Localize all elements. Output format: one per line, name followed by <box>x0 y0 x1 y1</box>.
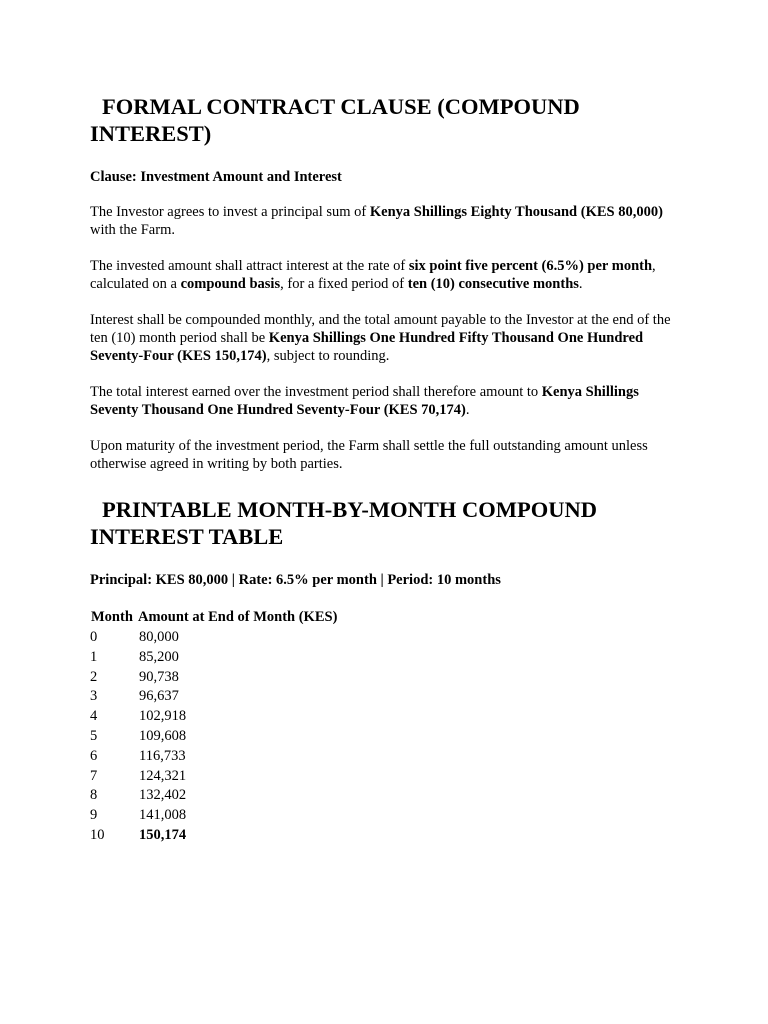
month-cell: 6 <box>90 747 98 764</box>
month-cell: 1 <box>90 648 98 665</box>
amount-cell: 80,000 <box>139 629 179 645</box>
amount-cell: 132,402 <box>139 787 187 804</box>
interest-rate-text-2: , calculated on a <box>90 258 656 292</box>
total-interest-amount: Kenya Shillings Seventy Thousand One Hundred Seventy-Four (KES 70,174) <box>90 384 639 418</box>
table-header-row <box>90 608 337 628</box>
interest-rate-paragraph <box>90 257 680 293</box>
final-amount-cell: 150,174 <box>139 826 187 843</box>
clause-title: Clause: Investment Amount and Interest <box>90 169 342 185</box>
table-row <box>90 648 337 668</box>
month-cell: 2 <box>90 668 98 685</box>
month-cell: 7 <box>90 767 98 784</box>
interest-rate-text-3: , for a fixed period of <box>280 276 408 292</box>
total-interest-text-end: . <box>465 402 470 418</box>
month-cell: 4 <box>90 708 98 725</box>
table-row <box>90 727 337 747</box>
total-payable-amount: Kenya Shillings One Hundred Fifty Thousand One Hundred Seventy-Four (KES 150,174) <box>90 330 644 364</box>
amount-column-header: Amount at End of Month (KES) <box>138 609 338 625</box>
amount-cell: 141,008 <box>139 807 187 824</box>
month-cell: 5 <box>90 727 98 744</box>
total-payable-text: Interest shall be compounded monthly, and the total amount payable to the Investor at the end of the ten (10) month period shall be <box>90 312 671 346</box>
month-cell: 9 <box>90 807 98 824</box>
table-row <box>90 806 337 826</box>
amount-cell: 85,200 <box>139 648 179 665</box>
total-interest-paragraph <box>90 383 680 419</box>
amount-cell: 109,608 <box>139 727 187 744</box>
table-row <box>90 687 337 707</box>
table-row <box>90 767 337 787</box>
amount-cell: 116,733 <box>139 747 186 764</box>
table-row <box>90 668 337 688</box>
amount-cell: 102,918 <box>139 708 187 725</box>
table-row <box>90 628 337 648</box>
interest-rate-text-end: . <box>578 276 583 292</box>
table-summary: Principal: KES 80,000 | Rate: 6.5% per month | Period: 10 months <box>90 572 501 588</box>
table-row-final <box>90 826 337 846</box>
month-cell: 3 <box>90 688 98 705</box>
compound-interest-table <box>90 608 337 846</box>
amount-cell: 96,637 <box>139 688 179 705</box>
interest-table-heading: PRINTABLE MONTH-BY-MONTH COMPOUND INTEREST TABLE <box>90 497 597 549</box>
investment-text: The Investor agrees to invest a principal sum of <box>90 204 370 220</box>
compound-basis: compound basis <box>180 276 281 292</box>
table-row <box>90 707 337 727</box>
table-row <box>90 786 337 806</box>
month-cell: 0 <box>90 629 98 645</box>
maturity-paragraph: Upon maturity of the investment period, the Farm shall settle the full outstanding amount unless otherwise agreed in writing by both parties. <box>90 438 648 472</box>
interest-rate-text: The invested amount shall attract interest at the rate of <box>90 258 409 274</box>
document-body <box>90 93 680 846</box>
month-cell: 8 <box>90 787 98 804</box>
amount-cell: 124,321 <box>139 767 187 784</box>
investment-period: ten (10) consecutive months <box>407 276 579 292</box>
investment-text-end: with the Farm. <box>90 222 175 238</box>
total-payable-text-end: , subject to rounding. <box>266 348 390 364</box>
month-cell: 10 <box>90 826 105 843</box>
contract-clause-heading: FORMAL CONTRACT CLAUSE (COMPOUND INTEREST) <box>90 94 580 146</box>
total-interest-text: The total interest earned over the investment period shall therefore amount to <box>90 384 542 400</box>
month-column-header: Month <box>91 609 133 625</box>
total-payable-paragraph <box>90 311 680 365</box>
investment-paragraph <box>90 203 680 239</box>
amount-cell: 90,738 <box>139 668 179 685</box>
principal-amount: Kenya Shillings Eighty Thousand (KES 80,000) <box>369 204 663 220</box>
interest-rate: six point five percent (6.5%) per month <box>408 258 653 274</box>
table-row <box>90 747 337 767</box>
